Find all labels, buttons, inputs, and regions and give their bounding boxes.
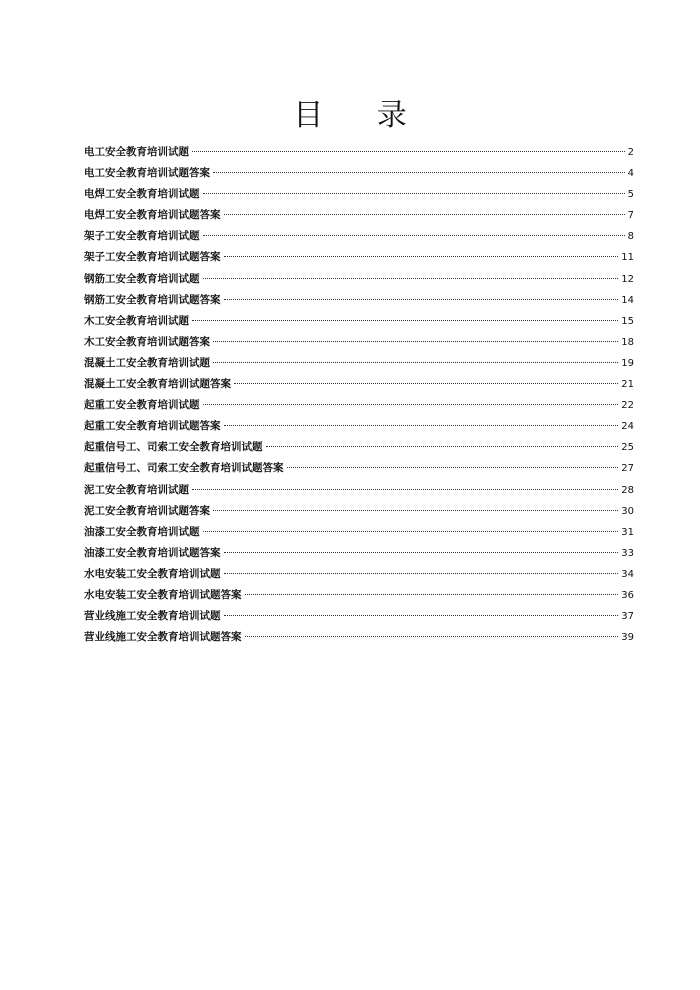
toc-leader-dots <box>192 489 618 490</box>
toc-leader-dots <box>213 362 618 363</box>
toc-entry-page-number: 25 <box>621 442 634 454</box>
toc-entry-page-number: 18 <box>621 336 634 348</box>
toc-entry[interactable] <box>84 292 634 313</box>
toc-entry-page-number: 21 <box>621 379 634 391</box>
toc-entry-label: 电工安全教育培训试题 <box>84 146 189 158</box>
toc-entry-page-number: 31 <box>621 526 634 538</box>
toc-entry[interactable] <box>84 524 634 545</box>
toc-entry-page-number: 15 <box>621 315 634 327</box>
toc-entry-label: 水电安装工安全教育培训试题答案 <box>84 588 242 601</box>
toc-leader-dots <box>224 214 625 215</box>
toc-leader-dots <box>245 636 619 637</box>
toc-entry-page-number: 27 <box>621 463 634 475</box>
toc-leader-dots <box>192 320 618 321</box>
toc-entry-page-number: 28 <box>621 484 634 496</box>
toc-entry[interactable] <box>84 587 634 608</box>
toc-entry[interactable] <box>84 566 634 587</box>
toc-entry-page-number: 7 <box>627 210 634 222</box>
toc-leader-dots <box>203 278 619 279</box>
toc-leader-dots <box>245 594 619 595</box>
page-title: 目 录 <box>293 98 429 133</box>
toc-entry[interactable] <box>84 144 634 165</box>
table-of-contents <box>84 144 634 650</box>
toc-entry[interactable] <box>84 271 634 292</box>
toc-entry[interactable] <box>84 334 634 355</box>
toc-entry-page-number: 36 <box>621 589 634 601</box>
toc-entry-label: 起重工安全教育培训试题 <box>84 399 200 412</box>
toc-entry-page-number: 5 <box>627 189 634 201</box>
toc-entry-label: 电焊工安全教育培训试题答案 <box>84 209 221 222</box>
toc-entry-label: 泥工安全教育培训试题答案 <box>84 504 210 517</box>
toc-entry-label: 混凝土工安全教育培训试题 <box>84 356 210 369</box>
toc-entry-label: 营业线施工安全教育培训试题 <box>84 610 221 623</box>
toc-leader-dots <box>213 341 618 342</box>
toc-entry-label: 电焊工安全教育培训试题 <box>84 188 200 201</box>
toc-leader-dots <box>203 193 625 194</box>
toc-entry[interactable] <box>84 482 634 503</box>
toc-leader-dots <box>224 615 619 616</box>
toc-entry[interactable] <box>84 165 634 186</box>
toc-entry[interactable] <box>84 439 634 460</box>
toc-entry-page-number: 2 <box>627 147 634 158</box>
toc-entry-label: 油漆工安全教育培训试题 <box>84 525 200 538</box>
toc-entry[interactable] <box>84 460 634 481</box>
toc-leader-dots <box>224 573 619 574</box>
toc-entry[interactable] <box>84 249 634 270</box>
toc-entry[interactable] <box>84 629 634 650</box>
toc-leader-dots <box>203 531 619 532</box>
toc-entry-label: 木工安全教育培训试题答案 <box>84 335 210 348</box>
toc-entry[interactable] <box>84 545 634 566</box>
toc-entry[interactable] <box>84 608 634 629</box>
toc-entry-page-number: 22 <box>621 400 634 412</box>
toc-entry-label: 架子工安全教育培训试题答案 <box>84 251 221 264</box>
toc-leader-dots <box>224 299 619 300</box>
toc-entry-page-number: 39 <box>621 632 634 644</box>
toc-leader-dots <box>224 256 619 257</box>
toc-leader-dots <box>287 467 619 468</box>
toc-entry-label: 钢筋工安全教育培训试题 <box>84 272 200 285</box>
toc-entry-page-number: 11 <box>621 252 634 264</box>
toc-leader-dots <box>213 172 625 173</box>
toc-entry-page-number: 4 <box>627 168 634 180</box>
toc-entry[interactable] <box>84 186 634 207</box>
toc-entry-page-number: 19 <box>621 357 634 369</box>
toc-entry-label: 水电安装工安全教育培训试题 <box>84 567 221 580</box>
toc-entry-label: 混凝土工安全教育培训试题答案 <box>84 378 231 391</box>
toc-leader-dots <box>203 235 625 236</box>
toc-leader-dots <box>213 510 618 511</box>
toc-entry-page-number: 30 <box>621 505 634 517</box>
toc-entry-label: 起重信号工、司索工安全教育培训试题答案 <box>84 462 284 475</box>
toc-entry[interactable] <box>84 207 634 228</box>
toc-entry-label: 泥工安全教育培训试题 <box>84 483 189 496</box>
toc-entry[interactable] <box>84 397 634 418</box>
toc-entry[interactable] <box>84 355 634 376</box>
toc-entry-page-number: 34 <box>621 568 634 580</box>
toc-entry[interactable] <box>84 376 634 397</box>
toc-entry[interactable] <box>84 503 634 524</box>
toc-entry-label: 钢筋工安全教育培训试题答案 <box>84 293 221 306</box>
toc-entry[interactable] <box>84 418 634 439</box>
toc-entry-page-number: 33 <box>621 547 634 559</box>
toc-leader-dots <box>234 383 618 384</box>
toc-entry-page-number: 8 <box>627 231 634 243</box>
toc-entry-label: 起重工安全教育培训试题答案 <box>84 420 221 433</box>
toc-entry-label: 起重信号工、司索工安全教育培训试题 <box>84 441 263 454</box>
toc-entry[interactable] <box>84 313 634 334</box>
toc-entry[interactable] <box>84 228 634 249</box>
toc-entry-label: 电工安全教育培训试题答案 <box>84 167 210 180</box>
toc-leader-dots <box>203 404 619 405</box>
toc-entry-page-number: 14 <box>621 294 634 306</box>
toc-entry-page-number: 12 <box>621 273 634 285</box>
toc-leader-dots <box>192 151 625 152</box>
toc-leader-dots <box>224 552 619 553</box>
toc-entry-label: 架子工安全教育培训试题 <box>84 230 200 243</box>
toc-entry-label: 营业线施工安全教育培训试题答案 <box>84 631 242 644</box>
toc-leader-dots <box>266 446 619 447</box>
toc-entry-page-number: 37 <box>621 611 634 623</box>
toc-leader-dots <box>224 425 619 426</box>
toc-entry-page-number: 24 <box>621 421 634 433</box>
toc-entry-label: 木工安全教育培训试题 <box>84 314 189 327</box>
toc-entry-label: 油漆工安全教育培训试题答案 <box>84 546 221 559</box>
